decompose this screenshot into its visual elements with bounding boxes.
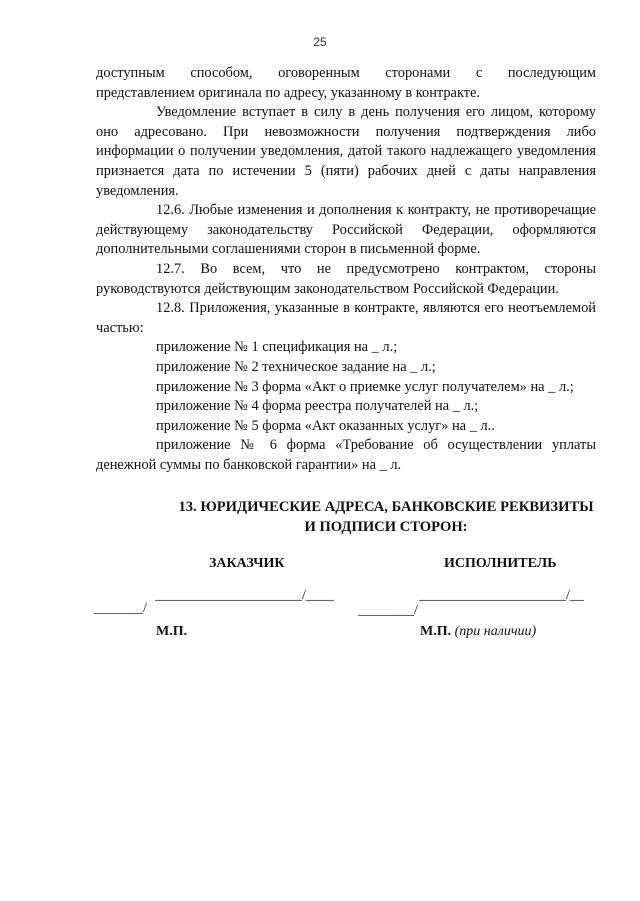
contractor-stamp-label: М.П. bbox=[420, 624, 452, 639]
paragraph-1-line-1: доступным способом, оговоренным сторонами с последующим bbox=[96, 65, 596, 81]
clause-12-8: 12.8. Приложения, указанные в контракте, являются его неотъемлемой частью: bbox=[96, 300, 596, 336]
contractor-label: ИСПОЛНИТЕЛЬ bbox=[444, 556, 557, 571]
appendix-item-6: приложение № 6 форма «Требование об осуществлении уплаты денежной суммы по банковской гарантии» на _ л. bbox=[96, 437, 596, 473]
appendix-item-3: приложение № 3 форма «Акт о приемке услуг получателем» на _ л.; bbox=[156, 378, 574, 395]
clause-12-6: 12.6. Любые изменения и дополнения к контракту, не противоречащие действующему законодательству Российской Федерации, оформляются дополнительными соглашениями сторон в письменной форме. bbox=[96, 202, 596, 258]
customer-name-line: _______/ bbox=[94, 601, 147, 616]
appendix-item-5: приложение № 5 форма «Акт оказанных услуг» на _ л.. bbox=[156, 417, 495, 434]
section-13-title bbox=[96, 498, 640, 537]
customer-label: ЗАКАЗЧИК bbox=[209, 556, 285, 571]
contractor-stamp bbox=[420, 624, 536, 640]
page-number: 25 bbox=[313, 35, 327, 49]
contractor-name-line: ________/ bbox=[358, 603, 418, 618]
clause-12-7: 12.7. Во всем, что не предусмотрено контрактом, стороны руководствуются действующим законодательством Российской Федерации. bbox=[96, 260, 596, 297]
customer-signature-line: _____________________/____ bbox=[155, 588, 334, 603]
appendix-item-1: приложение № 1 спецификация на _ л.; bbox=[156, 339, 398, 356]
contractor-stamp-note: (при наличии) bbox=[454, 624, 537, 639]
section-title-line-1: 13. ЮРИДИЧЕСКИЕ АДРЕСА, БАНКОВСКИЕ РЕКВИЗИТЫ bbox=[178, 499, 594, 515]
customer-stamp-label: М.П. bbox=[156, 624, 188, 639]
appendix-item-4: приложение № 4 форма реестра получателей на _ л.; bbox=[156, 398, 479, 415]
section-title-line-2: И ПОДПИСИ СТОРОН: bbox=[304, 518, 468, 535]
contract-body bbox=[96, 64, 596, 475]
paragraph-notification: Уведомление вступает в силу в день получения его лицом, которому оно адресовано. При невозможности получения подтверждения либо информации о получении уведомления, датой такого надлежащего уведомления признается дата по истечении 5 (пяти) рабочих дней с даты направления уведомления. bbox=[96, 104, 596, 199]
contractor-signature-line: _____________________/__ bbox=[419, 588, 584, 603]
appendix-item-2: приложение № 2 техническое задание на _ л.; bbox=[156, 358, 436, 375]
paragraph-1-line-2: представлением оригинала по адресу, указанному в контракте. bbox=[96, 84, 481, 101]
